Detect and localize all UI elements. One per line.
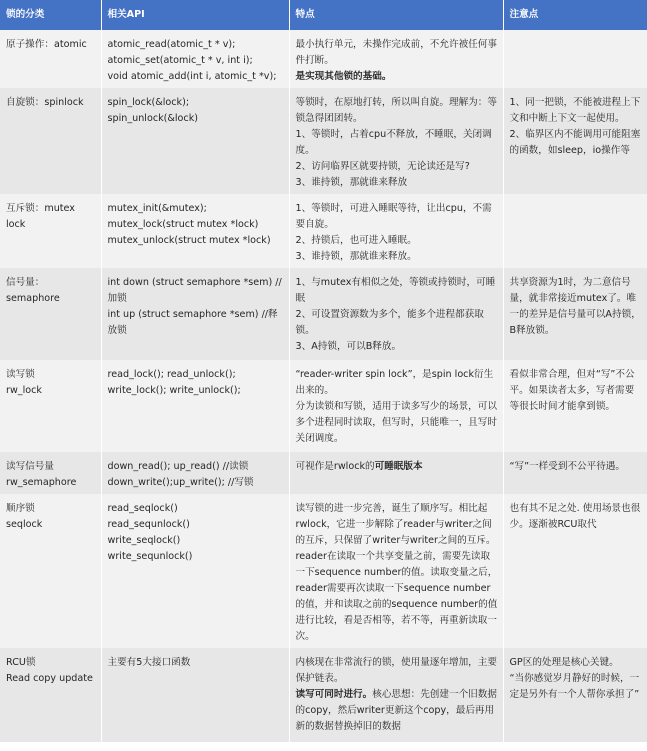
api-cell [101,360,289,452]
features-cell [289,194,503,268]
note-line: 也有其不足之处. 使用场景也很少。逐渐被RCU取代 [509,503,641,530]
note-line: 看似非常合理，但对“写”不公平。如果读者太多，写者需要等很长时间才能拿到锁。 [509,369,635,412]
category-text: 顺序锁 [6,503,35,514]
feature-line: 最小执行单元，未操作完成前，不允许被任何事件打断。 [295,39,497,66]
table-row [0,494,647,648]
notes-cell [503,194,647,268]
category-text: seqlock [6,519,43,530]
api-cell [101,268,289,360]
features-cell [289,360,503,452]
note-line: GP区的处理是核心关键。 [509,657,619,668]
api-cell [101,30,289,88]
feature-line: 3、谁持锁，那就谁来释放。 [295,251,417,262]
feature-line: 1、与mutex有相似之处，等锁或持锁时，可睡眠 [295,277,496,304]
category-text: rw_lock [6,385,42,396]
api-line: mutex_unlock(struct mutex *lock) [107,235,271,246]
api-line: atomic_set(atomic_t * v, int i); [107,55,253,66]
api-cell [101,494,289,648]
category-text: RCU锁 [6,657,36,668]
category-text: 读写锁 [6,369,35,380]
notes-cell [503,452,647,494]
feature-line: 1、等锁时，占着cpu不释放，不睡眠，关闭调度。 [295,129,492,156]
feature-line: 3、谁持锁，那就谁来释放 [295,177,408,188]
api-line: write_seqlock() [107,535,181,546]
header-notes: 注意点 [503,0,647,30]
features-cell [289,648,503,742]
features-cell [289,452,503,494]
api-line: down_write();up_write(); //写锁 [107,477,254,488]
category-cell [0,494,101,648]
feature-line: 内核现在非常流行的锁，使用量逐年增加，主要保护链表。 [295,657,497,684]
features-cell [289,88,503,194]
header-api: 相关API [101,0,289,30]
table-row [0,88,647,194]
category-text: 互斥锁：mutex [6,203,75,214]
category-cell [0,88,101,194]
category-text: 自旋锁：spinlock [6,97,84,108]
category-cell [0,648,101,742]
category-cell [0,452,101,494]
notes-cell [503,494,647,648]
note-line: 2、临界区内不能调用可能阻塞的函数，如sleep，io操作等 [509,129,641,156]
notes-cell [503,268,647,360]
api-line: spin_lock(&lock); [107,97,190,108]
feature-text-emphasis: 可睡眠版本 [374,461,423,472]
category-text: lock [6,219,26,230]
feature-line: 等锁时，在原地打转，所以叫自旋。理解为：等锁急得团团转。 [295,97,497,124]
note-line: “写”一样受到不公平待遇。 [509,461,625,472]
api-line: int down (struct semaphore *sem) //加锁 [107,277,282,304]
notes-cell [503,360,647,452]
category-text: 原子操作：atomic [6,39,87,50]
api-line: down_read(); up_read() //读锁 [107,461,249,472]
feature-line: 读写锁的进一步完善，诞生了顺序写。相比起rwlock，它进一步解除了reader与writer之间的互斥，只保留了writer与writer之间的互斥。reader在读取一个共享变量之前，需要先读取一下sequence number的值。读取变量之后，reader需要再次读取一下sequence number的值，并和读取之前的sequence number的值进行比较，看是否相等，若不等，再重新读取一次。 [295,503,498,642]
api-line: read_seqlock() [107,503,178,514]
feature-line: 2、可设置资源数为多个，能多个进程都获取锁。 [295,309,484,336]
header-features: 特点 [289,0,503,30]
api-line: atomic_read(atomic_t * v); [107,39,236,50]
category-cell [0,360,101,452]
features-cell [289,30,503,88]
note-line: “当你感觉岁月静好的时候，一定是另外有一个人帮你承担了” [509,673,640,700]
category-text: Read copy update [6,673,93,684]
api-line: mutex_lock(struct mutex *lock) [107,219,259,230]
table-row [0,268,647,360]
api-line: 主要有5大接口函数 [107,657,191,668]
feature-line: 1、等锁时，可进入睡眠等待，让出cpu，不需要自旋。 [295,203,492,230]
table-row [0,360,647,452]
api-cell [101,194,289,268]
header-row [0,0,647,30]
notes-cell [503,648,647,742]
feature-text: 可视作是rwlock的 [295,461,375,472]
features-cell [289,268,503,360]
category-text: rw_semaphore [6,477,77,488]
table-row [0,194,647,268]
table-row [0,30,647,88]
header-category: 锁的分类 [0,0,101,30]
api-line: int up (struct semaphore *sem) //释放锁 [107,309,278,336]
category-text: 读写信号量 [6,461,54,472]
features-cell [289,494,503,648]
api-line: write_sequnlock() [107,551,193,562]
feature-line: 3、A持锁，可以B释放。 [295,341,402,352]
feature-line: 2、访问临界区就要持锁，无论读还是写? [295,161,470,172]
feature-text: 核心思想：先创建一个旧数据的copy，然后writer更新这个copy，最后再用新的数据替换掉旧的数据 [295,689,497,732]
feature-line-emphasis: 是实现其他锁的基础。 [295,71,392,82]
table-row [0,648,647,742]
category-cell [0,30,101,88]
feature-line: “reader-writer spin lock”，是spin lock衍生出来的。 [295,369,494,396]
api-line: read_lock(); read_unlock(); [107,369,236,380]
feature-text-emphasis: 读写可同时进行。 [295,689,373,700]
feature-line: 2、持锁后，也可进入睡眠。 [295,235,417,246]
feature-line: 分为读锁和写锁，适用于读多写少的场景，可以多个进程同时读取，但写时，只能唯一，且写时关闭调度。 [295,401,497,444]
api-line: write_lock(); write_unlock(); [107,385,241,396]
api-cell [101,88,289,194]
note-line: 1、同一把锁，不能被进程上下文和中断上下文一起使用。 [509,97,641,124]
notes-cell [503,88,647,194]
category-text: semaphore [6,293,60,304]
api-cell [101,452,289,494]
api-line: void atomic_add(int i, atomic_t *v); [107,71,277,82]
category-cell [0,268,101,360]
api-cell [101,648,289,742]
api-line: mutex_init(&mutex); [107,203,207,214]
api-line: read_sequnlock() [107,519,190,530]
api-line: spin_unlock(&lock) [107,113,198,124]
note-line: 共享资源为1时，为二意信号量，就非常接近mutex了。唯一的差异是信号量可以A持锁，B释放锁。 [509,277,641,336]
notes-cell [503,30,647,88]
category-cell [0,194,101,268]
table-row [0,452,647,494]
category-text: 信号量： [6,277,45,288]
